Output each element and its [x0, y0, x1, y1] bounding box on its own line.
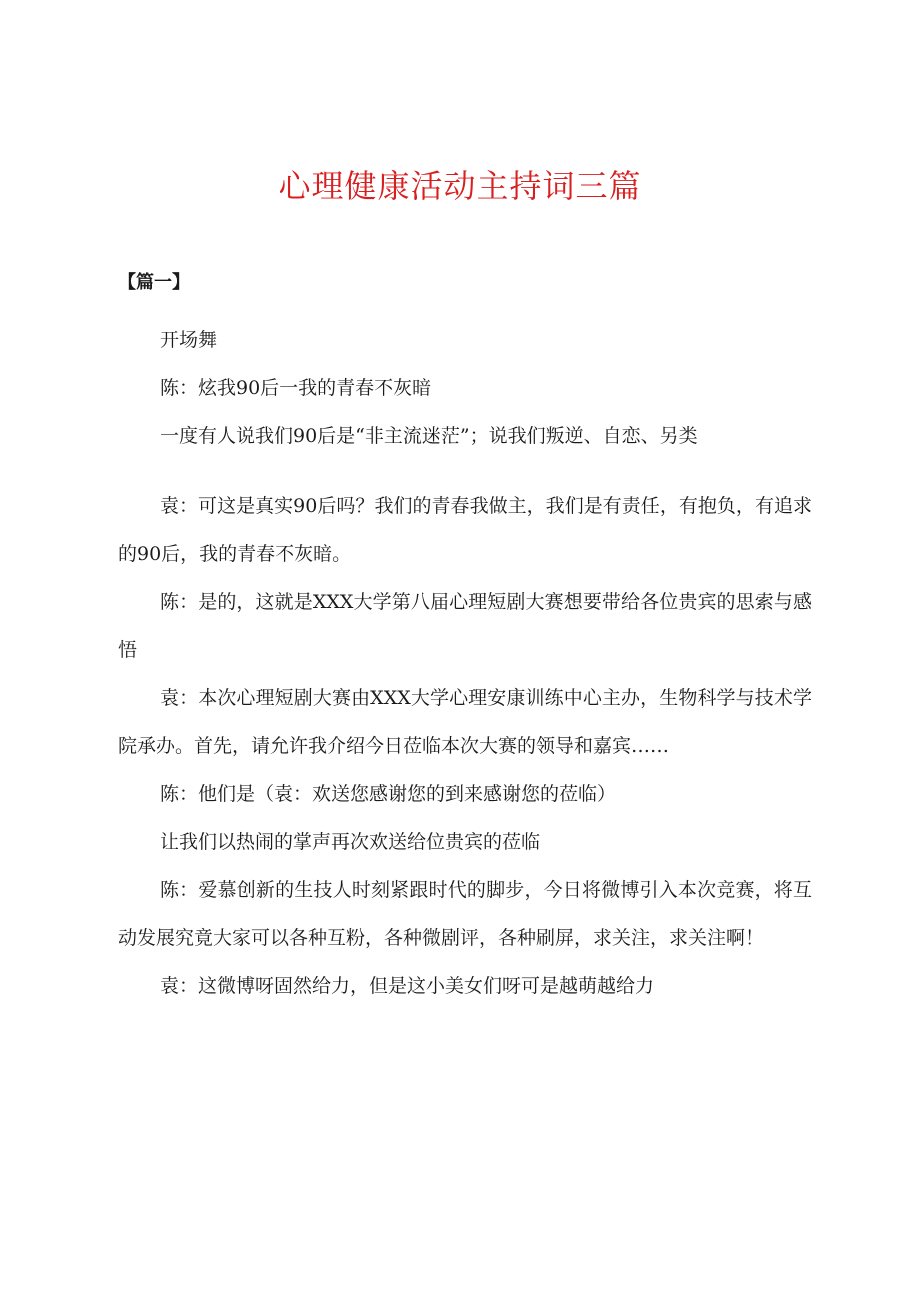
document-body — [118, 316, 812, 1010]
paragraph: 陈：他们是（袁：欢送您感谢您的到来感谢您的莅临） — [160, 783, 617, 805]
paragraph: 开场舞 — [160, 329, 218, 351]
paragraph: 让我们以热闹的掌声再次欢送给位贵宾的莅临 — [160, 831, 541, 853]
paragraph: 袁：这微博呀固然给力，但是这小美女们呀可是越萌越给力 — [160, 975, 655, 997]
paragraph: 一度有人说我们90后是“非主流迷茫”；说我们叛逆、自恋、另类 — [160, 425, 698, 447]
paragraph: 陈：炫我90后一我的青春不灰暗 — [160, 377, 432, 399]
paragraph: 陈：是的，这就是XXX大学第八届心理短剧大赛想要带给各位贵宾的思索与感悟 — [118, 591, 812, 661]
paragraph: 陈：爱慕创新的生技人时刻紧跟时代的脚步，今日将微博引入本次竞赛，将互动发展究竟大家可以各种互粉，各种微剧评，各种刷屏，求关注，求关注啊！ — [118, 879, 812, 949]
document-title: 心理健康活动主持词三篇 — [278, 167, 642, 205]
section-label: 【篇一】 — [118, 272, 190, 293]
paragraph: 袁：本次心理短剧大赛由XXX大学心理安康训练中心主办，生物科学与技术学院承办。首先，请允许我介绍今日莅临本次大赛的领导和嘉宾…… — [118, 687, 812, 757]
paragraph: 袁：可这是真实90后吗？我们的青春我做主，我们是有责任，有抱负，有追求的90后，我的青春不灰暗。 — [118, 495, 812, 565]
